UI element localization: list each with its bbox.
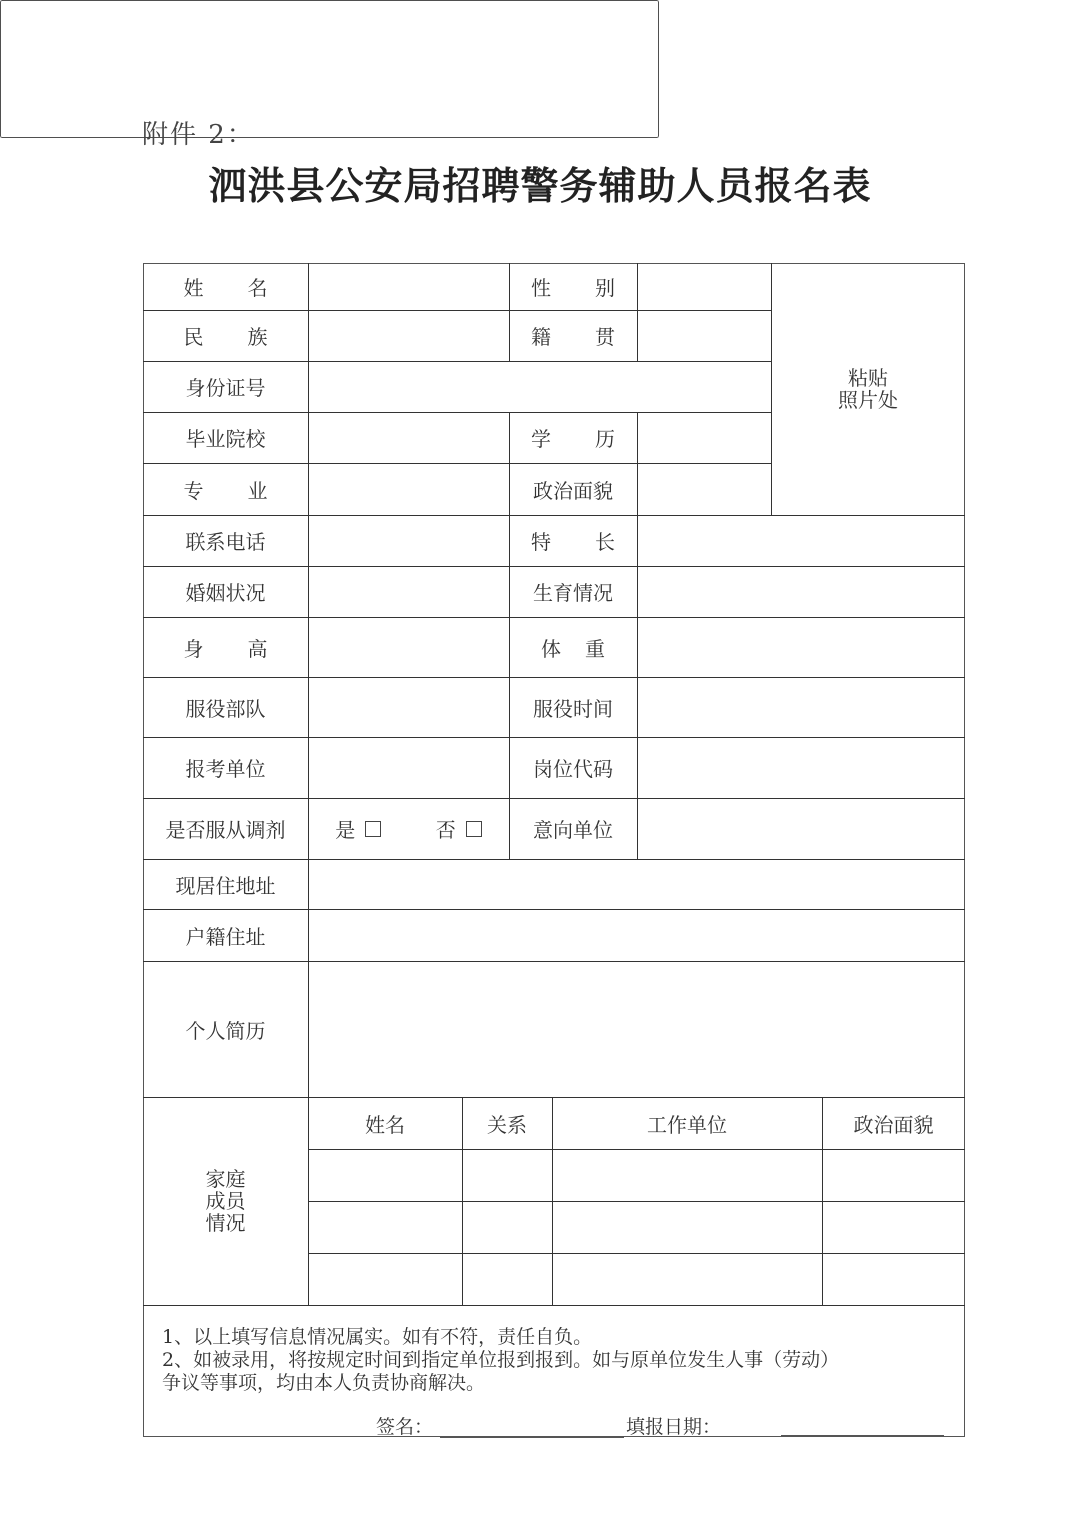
label-name — [143, 263, 308, 310]
family-row2-relation[interactable] — [464, 1203, 554, 1253]
label-char: 族 — [247, 325, 268, 349]
label-education — [509, 412, 637, 463]
label-char: 高 — [247, 636, 268, 661]
label-weight — [509, 617, 637, 677]
major-input[interactable] — [310, 465, 511, 515]
height-input[interactable] — [310, 619, 511, 677]
label-char: 学 — [531, 427, 551, 451]
declaration — [162, 1326, 839, 1395]
photo-label-line1: 粘贴 — [848, 366, 888, 390]
label-char: 业 — [247, 478, 268, 503]
label-apply-unit: 报考单位 — [185, 757, 266, 781]
adjust-options — [308, 798, 509, 859]
label-char: 贯 — [595, 325, 615, 349]
label-accept-adjust: 是否服从调剂 — [165, 818, 286, 842]
family-label-line3: 情况 — [205, 1211, 246, 1235]
family-row2-political[interactable] — [824, 1203, 967, 1253]
family-row2-workplace[interactable] — [554, 1203, 824, 1253]
family-row3-relation[interactable] — [464, 1255, 554, 1305]
family-col-relation: 关系 — [487, 1112, 527, 1137]
education-input[interactable] — [639, 414, 773, 463]
family-col-name: 姓名 — [365, 1112, 405, 1137]
label-service-unit: 服役部队 — [185, 696, 266, 721]
apply-unit-input[interactable] — [310, 739, 511, 798]
label-service-time: 服役时间 — [533, 696, 613, 721]
adjust-yes-label: 是 — [335, 818, 356, 842]
adjust-yes-checkbox[interactable] — [365, 821, 381, 837]
photo-label-line2: 照片处 — [838, 388, 898, 412]
post-code-input[interactable] — [639, 739, 967, 798]
label-char: 性 — [531, 276, 551, 300]
adjust-no-checkbox[interactable] — [466, 821, 482, 837]
school-input[interactable] — [310, 414, 511, 463]
service-time-input[interactable] — [639, 679, 967, 737]
phone-input[interactable] — [310, 517, 511, 566]
date-line[interactable] — [781, 1435, 944, 1437]
label-height — [143, 617, 308, 677]
label-major — [143, 463, 308, 515]
label-id-number: 身份证号 — [185, 376, 266, 400]
ethnicity-input[interactable] — [310, 312, 511, 361]
family-row1-name[interactable] — [310, 1151, 464, 1201]
family-row3-political[interactable] — [824, 1255, 967, 1305]
label-char: 名 — [247, 276, 268, 300]
row-divider — [308, 1253, 965, 1254]
label-char: 别 — [595, 276, 615, 300]
label-intended-unit: 意向单位 — [533, 818, 613, 842]
label-resume: 个人简历 — [185, 1018, 266, 1043]
label-char: 历 — [595, 427, 615, 451]
signature-line[interactable] — [440, 1436, 624, 1438]
family-label-line2: 成员 — [205, 1189, 246, 1213]
declaration-line2: 2、如被录用，将按规定时间到指定单位报到报到。如与原单位发生人事（劳动） — [162, 1349, 840, 1371]
col-divider — [637, 412, 638, 859]
attachment-label: 附件 2： — [142, 120, 255, 150]
signature-label: 签名： — [376, 1416, 434, 1438]
col-divider — [637, 263, 638, 361]
declaration-line1: 1、以上填写信息情况属实。如有不符，责任自负。 — [162, 1326, 593, 1348]
weight-input[interactable] — [639, 619, 967, 677]
political-status-input[interactable] — [639, 465, 773, 515]
label-char: 籍 — [531, 325, 551, 349]
label-char: 体 — [541, 636, 561, 661]
household-address-input[interactable] — [310, 911, 967, 961]
label-ethnicity — [143, 310, 308, 361]
native-place-input[interactable] — [639, 312, 773, 361]
family-col-workplace: 工作单位 — [647, 1112, 727, 1137]
label-household-address: 户籍住址 — [185, 924, 266, 949]
label-post-code: 岗位代码 — [533, 757, 613, 781]
family-row2-name[interactable] — [310, 1203, 464, 1253]
family-row1-relation[interactable] — [464, 1151, 554, 1201]
family-row3-workplace[interactable] — [554, 1255, 824, 1305]
label-char: 专 — [183, 478, 204, 503]
label-char: 长 — [595, 530, 615, 554]
label-family — [143, 1097, 308, 1305]
photo-area[interactable] — [771, 263, 965, 515]
marital-input[interactable] — [310, 568, 511, 617]
gender-input[interactable] — [639, 265, 773, 310]
intended-unit-input[interactable] — [639, 800, 967, 859]
row-divider — [308, 1149, 965, 1150]
row-divider — [308, 1201, 965, 1202]
label-fertility: 生育情况 — [533, 581, 613, 605]
label-political-status: 政治面貌 — [533, 478, 613, 503]
label-char: 重 — [585, 636, 605, 661]
id-number-input[interactable] — [310, 363, 773, 412]
date-label: 填报日期： — [626, 1416, 722, 1438]
label-char: 姓 — [183, 276, 204, 300]
declaration-line3: 争议等事项，均由本人负责协商解决。 — [162, 1372, 486, 1394]
form-title: 泗洪县公安局招聘警务辅助人员报名表 — [208, 163, 872, 208]
specialty-input[interactable] — [639, 517, 967, 566]
label-phone: 联系电话 — [185, 530, 266, 554]
label-current-address: 现居住地址 — [175, 873, 276, 898]
row-divider — [143, 1305, 965, 1306]
current-address-input[interactable] — [310, 861, 967, 909]
label-native-place — [509, 310, 637, 361]
label-char: 民 — [183, 325, 204, 349]
label-gender — [509, 263, 637, 310]
family-row1-political[interactable] — [824, 1151, 967, 1201]
family-row3-name[interactable] — [310, 1255, 464, 1305]
label-specialty — [509, 515, 637, 566]
label-marital: 婚姻状况 — [185, 581, 266, 605]
name-input[interactable] — [310, 265, 511, 310]
family-row1-workplace[interactable] — [554, 1151, 824, 1201]
fertility-input[interactable] — [639, 568, 967, 617]
family-label-line1: 家庭 — [205, 1167, 246, 1191]
label-school: 毕业院校 — [185, 427, 266, 451]
resume-textarea[interactable] — [0, 0, 659, 138]
label-char: 特 — [531, 530, 551, 554]
service-unit-input[interactable] — [310, 679, 511, 737]
label-char: 身 — [183, 636, 204, 661]
adjust-no-label: 否 — [435, 818, 456, 842]
family-col-political: 政治面貌 — [853, 1112, 934, 1137]
